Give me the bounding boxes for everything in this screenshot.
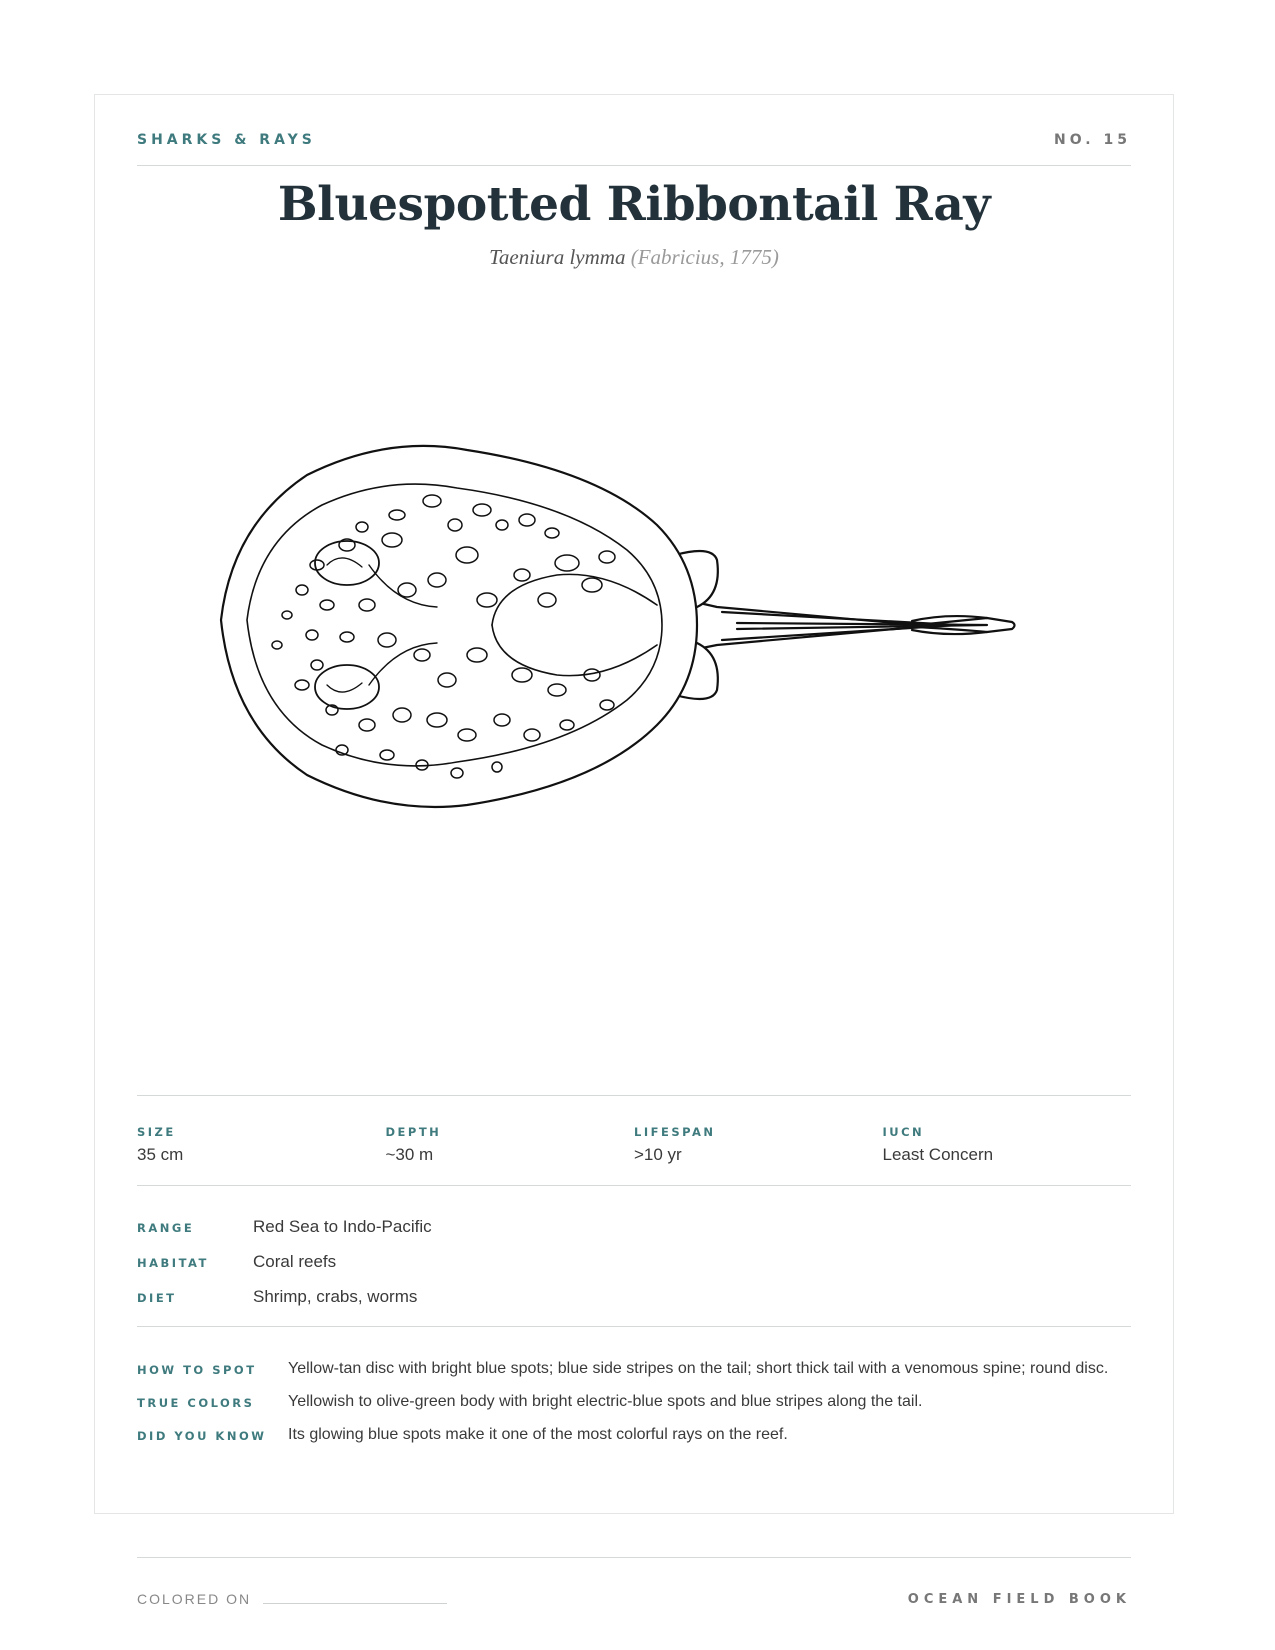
binomial-name: Taeniura lymma: [489, 245, 626, 269]
card-number: NO. 15: [1054, 132, 1131, 148]
facts-list: [137, 1217, 1131, 1322]
fact-diet: [137, 1287, 1131, 1322]
note-did-you-know: [137, 1425, 1131, 1448]
stat-value: ~30 m: [385, 1145, 434, 1164]
note-how-to-spot: [137, 1359, 1131, 1382]
brand-label: OCEAN FIELD BOOK: [907, 1591, 1131, 1607]
card-footer: [137, 1589, 1131, 1609]
footer-divider: [137, 1557, 1131, 1558]
ray-illustration: [137, 375, 1131, 1025]
scientific-name: [137, 245, 1131, 270]
ray-line-art-icon: [137, 375, 1133, 1025]
note-true-colors: [137, 1392, 1131, 1415]
fact-label: DIET: [137, 1291, 177, 1305]
naming-authority: (Fabricius, 1775): [630, 245, 779, 269]
fact-value: Shrimp, crabs, worms: [253, 1287, 418, 1306]
stat-label: IUCN: [882, 1125, 925, 1139]
note-label: TRUE COLORS: [137, 1396, 255, 1410]
stat-size: [137, 1125, 386, 1165]
fact-label: RANGE: [137, 1221, 195, 1235]
stats-divider-top: [137, 1095, 1131, 1096]
colored-on-field: [137, 1591, 447, 1607]
note-label: HOW TO SPOT: [137, 1363, 257, 1377]
card-content: [137, 95, 1131, 1607]
stats-divider-bottom: [137, 1185, 1131, 1186]
stat-depth: [386, 1125, 635, 1165]
fact-habitat: [137, 1252, 1131, 1287]
fact-value: Coral reefs: [253, 1252, 337, 1271]
note-text: Its glowing blue spots make it one of the most colorful rays on the reef.: [288, 1426, 788, 1443]
page-title: Bluespotted Ribbontail Ray: [277, 177, 991, 232]
colored-on-line: [263, 1603, 447, 1604]
stats-row: [137, 1125, 1131, 1165]
stat-label: DEPTH: [385, 1125, 442, 1139]
card-header: [137, 129, 1131, 151]
notes-list: [137, 1359, 1131, 1458]
stat-value: Least Concern: [882, 1145, 994, 1164]
note-text: Yellowish to olive-green body with bright electric-blue spots and blue stripes along the tail.: [288, 1393, 923, 1410]
stat-iucn: [883, 1125, 1132, 1165]
stat-label: SIZE: [137, 1125, 176, 1139]
note-label: DID YOU KNOW: [137, 1429, 267, 1443]
category-label: SHARKS & RAYS: [137, 132, 316, 148]
stat-label: LIFESPAN: [634, 1125, 716, 1139]
fact-label: HABITAT: [137, 1256, 209, 1270]
stat-value: 35 cm: [137, 1145, 184, 1164]
fact-value: Red Sea to Indo-Pacific: [253, 1217, 432, 1236]
stat-value: >10 yr: [634, 1145, 682, 1164]
note-text: Yellow-tan disc with bright blue spots; blue side stripes on the tail; short thick tail with a venomous spine; round disc.: [288, 1360, 1109, 1377]
facts-divider: [137, 1326, 1131, 1327]
stat-lifespan: [634, 1125, 883, 1165]
fact-range: [137, 1217, 1131, 1252]
colored-on-label: COLORED ON: [137, 1591, 252, 1607]
species-card: [94, 94, 1174, 1607]
header-divider: [137, 165, 1131, 166]
